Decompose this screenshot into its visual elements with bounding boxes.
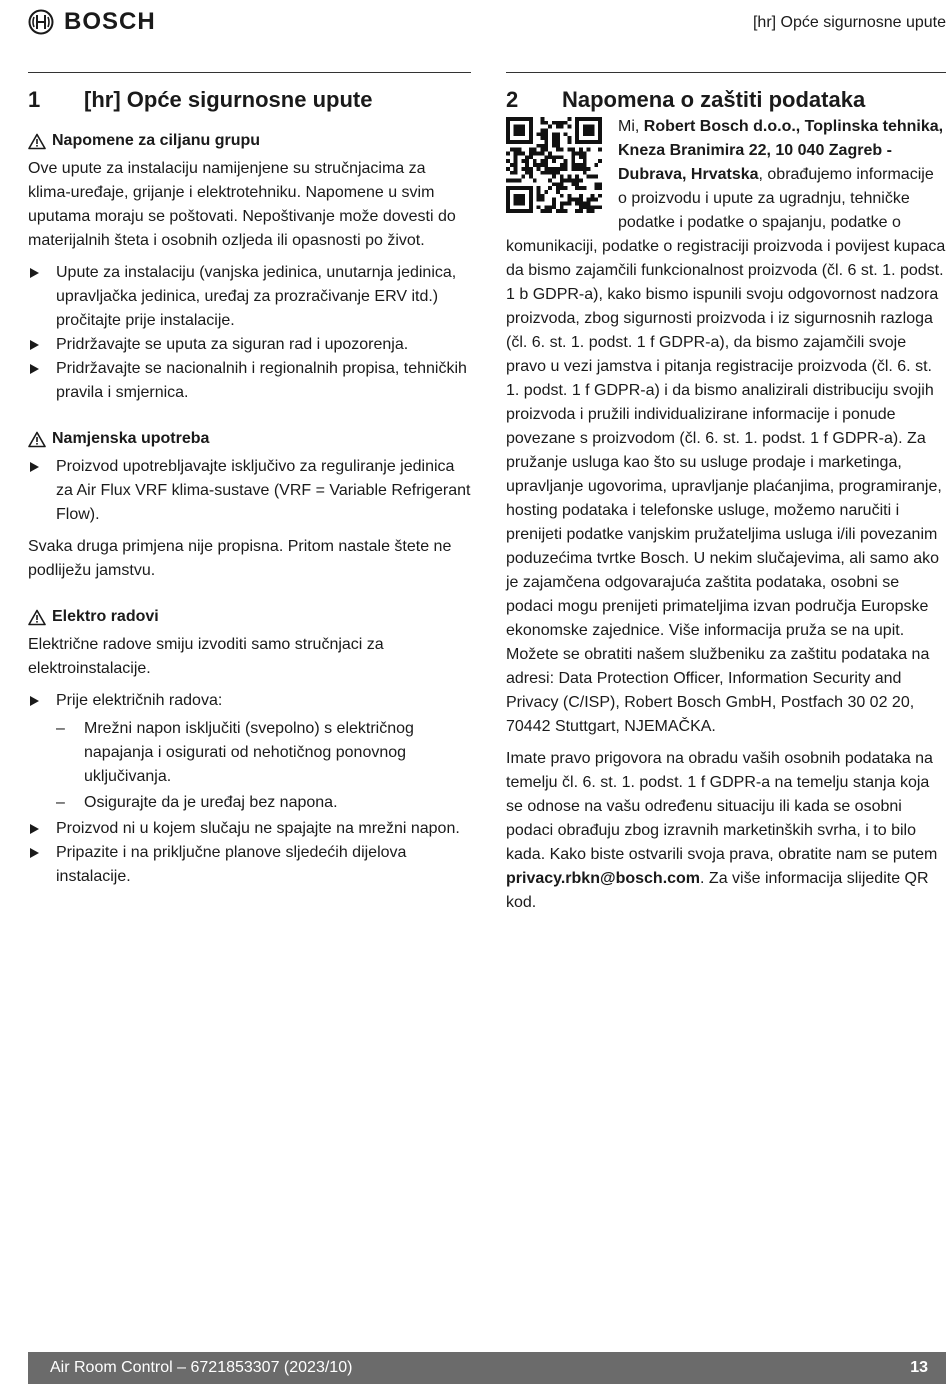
section-number: 2	[506, 87, 519, 112]
privacy-email-link[interactable]: privacy.rbkn@bosch.com	[506, 870, 701, 887]
intended-use-note: Svaka druga primjena nije propisna. Pritom nastale štete ne podliježu jamstvu.	[28, 538, 452, 579]
target-group-intro: Ove upute za instalaciju namijenjene su stručnjacima za klima-uređaje, grijanje i elektrotehniku. Napomene u svim uputama moraju se poštovati. Nepoštivanje može dovesti do materijalnih šteta i osobnih ozljeda ili opasnosti po život.	[28, 160, 456, 249]
section-2	[506, 72, 946, 915]
section-title: [hr] Opće sigurnosne upute	[84, 87, 373, 112]
warning-triangle-icon	[28, 133, 46, 150]
list-item: Proizvod ni u kojem slučaju ne spajajte na mrežni napon.	[28, 817, 471, 841]
section-1-heading	[28, 85, 471, 115]
section-1	[28, 72, 471, 889]
list-item: Proizvod upotrebljavajte isključivo za reguliranje jedinica za Air Flux VRF klima-sustave (VRF = Variable Refrigerant Flow).	[28, 455, 471, 527]
list-item: Pripazite i na priključne planove sljedećih dijelova instalacije.	[28, 841, 471, 889]
bosch-armature-logo-icon	[28, 9, 54, 35]
company-address: Robert Bosch d.o.o., Toplinska tehnika, Kneza Branimira 22, 10 040 Zagreb - Dubrava, Hrvatska	[618, 118, 944, 183]
target-group-heading: Napomene za ciljanu grupu	[28, 129, 471, 153]
footer-document-id: Air Room Control – 6721853307 (2023/10)	[50, 1359, 353, 1376]
list-item: Prije električnih radova:	[28, 689, 471, 713]
list-item: Upute za instalaciju (vanjska jedinica, unutarnja jedinica, upravljačka jedinica, uređaj za prozračivanje ERV itd.) pročitajte prije instalacije.	[28, 261, 471, 333]
electrical-heading: Elektro radovi	[28, 605, 471, 629]
section-number: 1	[28, 87, 41, 112]
section-rule	[28, 72, 471, 73]
list-item: Pridržavajte se nacionalnih i regionalnih propisa, tehničkih pravila i smjernica.	[28, 357, 471, 405]
warning-triangle-icon	[28, 431, 46, 448]
brand-name: BOSCH	[64, 8, 156, 35]
privacy-notice	[506, 115, 946, 739]
dash-item: – Mrežni napon isključiti (svepolno) s električnog napajanja i osigurati od nehotičnog ponovnog uključivanja.	[28, 717, 471, 789]
electrical-intro: Električne radove smiju izvoditi samo stručnjaci za elektroinstalacije.	[28, 636, 384, 677]
running-header: [hr] Opće sigurnosne upute	[752, 14, 946, 31]
footer-bar	[28, 1352, 946, 1384]
section-title: Napomena o zaštiti podataka	[562, 87, 866, 112]
section-rule	[506, 72, 946, 73]
section-2-heading	[506, 85, 946, 115]
privacy-paragraph-1: Mi, Robert Bosch d.o.o., Toplinska tehnika, Kneza Branimira 22, 10 040 Zagreb - Dubrava, Hrvatska, obrađujemo informacije o proizvodu i upute za ugradnju, tehničke podatke i podatke o spajanju, podatke o komunikaciji, podatke o registraciji proizvoda i povijest kupaca da bismo zajamčili funkcionalnost proizvoda (čl. 6 st. 1. podst. 1 b GDPR-a), kako bismo ispunili svoju odgovornost nadzora proizvoda, zbog sigurnosti proizvoda i iz sigurnosnih razloga (čl. 6. st. 1. podst. 1 f GDPR-a), da bismo zajamčili svoje pravo u vezi jamstva i pitanja registracije proizvoda (čl. 6. st. 1. podst. 1 f GDPR-a) i da bismo analizirali distribuciju svojih proizvoda i pružili individualizirane informacije i ponude povezane s proizvodom (čl. 6. st. 1. podst. 1 f GDPR-a). Za pružanje usluga kao što su usluge prodaje i marketinga, upravljanje ugovorima, upravljanje plaćanjima, programiranje, hosting podataka i telefonske usluge, možemo naručiti i prenijeti podatke vanjskim pružateljima usluga i/ili povezanim poduzećima tvrtke Bosch. U nekim slučajevima, ali samo ako je zajamčena odgovarajuća zaštita podataka, osobni se podaci mogu prenijeti primateljima izvan područja Europske ekonomske zajednice. Više informacija pruža se na upit. Možete se obratiti našem službeniku za zaštitu podataka na adresi: Data Protection Officer, Information Security and Privacy (C/ISP), Robert Bosch GmbH, Postfach 30 02 20, 70442 Stuttgart, NJEMAČKA.	[506, 118, 946, 735]
dash-item: – Osigurajte da je uređaj bez napona.	[28, 791, 471, 815]
intended-use-heading: Namjenska upotreba	[28, 427, 471, 451]
bosch-logo	[28, 8, 156, 36]
privacy-paragraph-2: Imate pravo prigovora na obradu vaših osobnih podataka na temelju čl. 6. st. 1. podst. 1 f GDPR-a na temelju stanja koja se odnose na vašu određenu situaciju ili kada se osobni podaci obrađuju zbog izravnih marketinških svrha, i to bilo kada. Kako biste ostvarili svoja prava, obratite nam se putem privacy.rbkn@bosch.com. Za više informacija slijedite QR kod.	[506, 750, 938, 911]
list-item: Pridržavajte se uputa za siguran rad i upozorenja.	[28, 333, 471, 357]
page-number: 13	[910, 1359, 928, 1376]
qr-code[interactable]	[506, 117, 602, 213]
warning-triangle-icon	[28, 609, 46, 626]
